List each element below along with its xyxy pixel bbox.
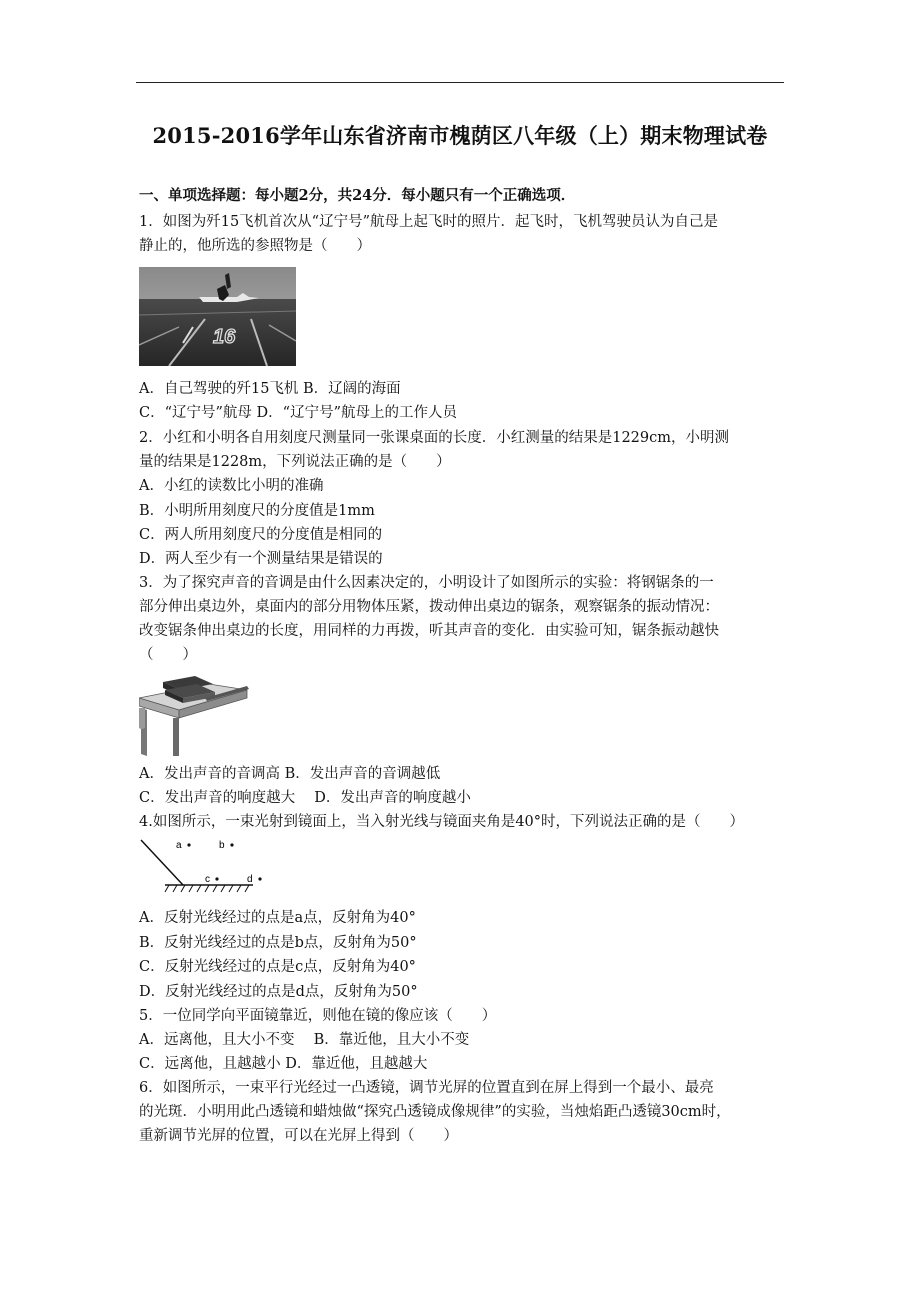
- q2-stem-line1: 2．小红和小明各自用刻度尺测量同一张课桌面的长度．小红测量的结果是1229cm，小明测: [139, 430, 729, 446]
- page-title: 2015-2016学年山东省济南市槐荫区八年级（上）期末物理试卷: [152, 123, 768, 148]
- q3-stem-line4: （ ）: [139, 647, 197, 663]
- q2-option-c: C．两人所用刻度尺的分度值是相同的: [139, 527, 383, 543]
- q3-saw-blade-desk-figure: [139, 668, 249, 758]
- q4-option-a: A．反射光线经过的点是a点，反射角为40°: [139, 910, 416, 926]
- q4-option-d: D．反射光线经过的点是d点，反射角为50°: [139, 984, 418, 1000]
- q1-stem-line1: 1．如图为歼15飞机首次从“辽宁号”航母上起飞时的照片．起飞时，飞机驾驶员认为自己是: [139, 214, 718, 230]
- q4-point-c: [215, 877, 218, 880]
- q6-stem-line3: 重新调节光屏的位置，可以在光屏上得到（ ）: [139, 1128, 458, 1144]
- q5-stem: 5．一位同学向平面镜靠近，则他在镜的像应该（ ）: [139, 1008, 497, 1024]
- q4-point-b: [230, 843, 233, 846]
- q4-option-b: B．反射光线经过的点是b点，反射角为50°: [139, 935, 417, 951]
- q4-stem: 4.如图所示，一束光射到镜面上，当入射光线与镜面夹角是40°时，下列说法正确的是（ ）: [139, 814, 745, 830]
- q4-point-d-label: d: [247, 874, 253, 885]
- q1-stem-line2: 静止的，他所选的参照物是（ ）: [139, 238, 371, 254]
- q5-options-ab: A．远离他，且大小不变 B．靠近他，且大小不变: [139, 1032, 470, 1048]
- q3-stem-line3: 改变锯条伸出桌边的长度，用同样的力再拨，听其声音的变化．由实验可知，锯条振动越快: [139, 623, 719, 639]
- q1-options-ab: A．自己驾驶的歼15飞机 B．辽阔的海面: [139, 381, 401, 397]
- top-rule: [136, 82, 784, 83]
- q3-stem-line2: 部分伸出桌边外，桌面内的部分用物体压紧，拨动伸出桌边的锯条，观察锯条的振动情况：: [139, 599, 719, 615]
- q3-options-ab: A．发出声音的音调高 B．发出声音的音调越低: [139, 766, 441, 782]
- q4-point-b-label: b: [219, 840, 225, 851]
- section-heading: 一、单项选择题：每小题2分，共24分．每小题只有一个正确选项．: [139, 187, 576, 204]
- q4-option-c: C．反射光线经过的点是c点，反射角为40°: [139, 959, 416, 975]
- q3-stem-line1: 3．为了探究声音的音调是由什么因素决定的，小明设计了如图所示的实验：将钢锯条的一: [139, 575, 714, 591]
- q2-option-a: A．小红的读数比小明的准确: [139, 478, 324, 494]
- q4-point-c-label: c: [205, 874, 210, 885]
- q1-options-cd: C．“辽宁号”航母 D．“辽宁号”航母上的工作人员: [139, 405, 457, 421]
- q1-deck-number: 16: [213, 326, 236, 348]
- q2-stem-line2: 量的结果是1228m，下列说法正确的是（ ）: [139, 454, 451, 470]
- q5-options-cd: C．远离他，且越越小 D．靠近他，且越越大: [139, 1056, 428, 1072]
- q6-stem-line2: 的光斑．小明用此凸透镜和蜡烛做“探究凸透镜成像规律”的实验，当烛焰距凸透镜30cm时，: [139, 1104, 731, 1120]
- q4-point-a: [187, 843, 190, 846]
- q4-mirror-reflection-figure: [139, 836, 265, 896]
- q6-stem-line1: 6．如图所示，一束平行光经过一凸透镜，调节光屏的位置直到在屏上得到一个最小、最亮: [139, 1080, 714, 1096]
- q4-point-d: [258, 877, 261, 880]
- q4-point-a-label: a: [176, 840, 182, 851]
- q3-options-cd: C．发出声音的响度越大 D．发出声音的响度越小: [139, 790, 471, 806]
- q1-carrier-jet-photo: [139, 267, 296, 366]
- q2-option-d: D．两人至少有一个测量结果是错误的: [139, 551, 383, 567]
- q4-mirror-hatching: [165, 885, 249, 892]
- q2-option-b: B．小明所用刻度尺的分度值是1mm: [139, 503, 375, 519]
